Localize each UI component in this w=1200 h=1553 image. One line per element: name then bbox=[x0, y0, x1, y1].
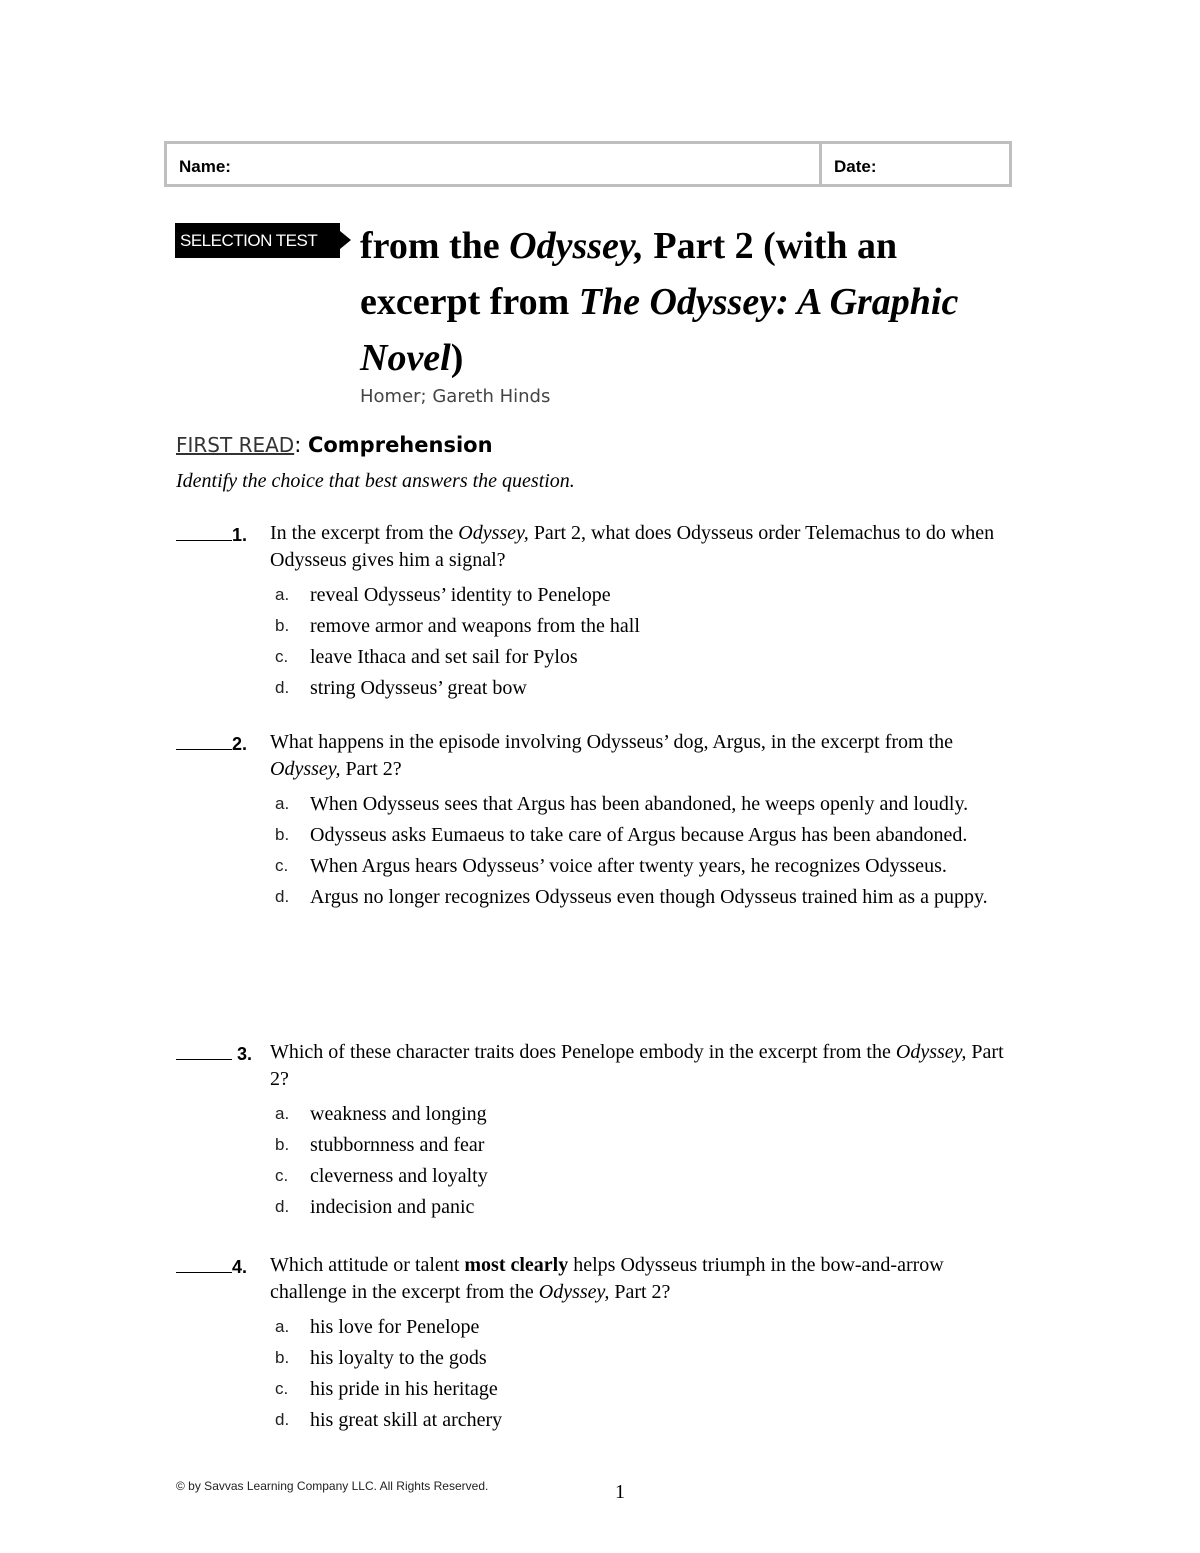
option-a[interactable] bbox=[275, 791, 1016, 817]
question-number-text: 2. bbox=[232, 734, 248, 754]
question-text bbox=[270, 729, 1016, 783]
question-4 bbox=[176, 1252, 1016, 1438]
question-2 bbox=[176, 729, 1016, 915]
option-text: indecision and panic bbox=[310, 1196, 475, 1218]
question-text-a: helps Odysseus triumph in the bow-and-arrow challenge in the excerpt from the bbox=[270, 1254, 944, 1303]
question-3 bbox=[176, 1039, 1016, 1225]
option-text: Odysseus asks Eumaeus to take care of Argus because Argus has been abandoned. bbox=[310, 824, 968, 846]
option-letter: b. bbox=[275, 616, 290, 635]
option-b[interactable] bbox=[275, 1132, 1016, 1158]
question-text-italic: Odyssey, bbox=[538, 1281, 610, 1303]
option-letter: b. bbox=[275, 1135, 290, 1154]
option-letter: d. bbox=[275, 887, 290, 906]
question-text-b: Part 2? bbox=[609, 1281, 671, 1303]
name-date-box bbox=[164, 141, 1012, 187]
option-letter: a. bbox=[275, 794, 290, 813]
badge-arrow-icon bbox=[340, 231, 351, 249]
date-label: Date: bbox=[834, 157, 877, 176]
first-read-label: FIRST READ bbox=[176, 433, 295, 457]
comprehension-label: Comprehension bbox=[307, 433, 493, 457]
option-b[interactable] bbox=[275, 822, 1016, 848]
option-letter: d. bbox=[275, 1197, 290, 1216]
question-text-bold: most clearly bbox=[464, 1254, 569, 1276]
question-text bbox=[270, 1252, 1016, 1306]
question-text-a: In the excerpt from the bbox=[270, 522, 459, 544]
answer-options bbox=[275, 1101, 1016, 1220]
question-number-text: 4. bbox=[232, 1257, 248, 1277]
name-label: Name: bbox=[179, 157, 231, 176]
option-text: string Odysseus’ great bow bbox=[310, 677, 527, 699]
question-number-text: 1. bbox=[232, 525, 248, 545]
option-letter: a. bbox=[275, 585, 290, 604]
option-c[interactable] bbox=[275, 644, 1016, 670]
author-line: Homer; Gareth Hinds bbox=[360, 386, 551, 407]
title-italic2: The Odyssey: A Graphic Novel bbox=[360, 281, 959, 379]
option-text: his great skill at archery bbox=[310, 1409, 503, 1431]
selection-test-badge bbox=[175, 223, 340, 258]
option-letter: c. bbox=[275, 647, 289, 666]
question-text-b: Part 2? bbox=[270, 1041, 1004, 1090]
option-letter: b. bbox=[275, 1348, 290, 1367]
option-text: his love for Penelope bbox=[310, 1316, 480, 1338]
title-italic1: Odyssey, bbox=[509, 225, 644, 267]
date-field[interactable] bbox=[822, 144, 1009, 184]
title-part3: ) bbox=[450, 337, 464, 379]
option-d[interactable] bbox=[275, 884, 1016, 910]
title-part2: Part 2 (with an excerpt from bbox=[360, 225, 898, 323]
page-title bbox=[360, 218, 1000, 386]
option-letter: d. bbox=[275, 678, 290, 697]
option-c[interactable] bbox=[275, 1376, 1016, 1402]
option-d[interactable] bbox=[275, 1194, 1016, 1220]
section-heading bbox=[176, 433, 493, 457]
answer-options bbox=[275, 791, 1016, 910]
question-1 bbox=[176, 520, 1016, 706]
option-a[interactable] bbox=[275, 1101, 1016, 1127]
option-d[interactable] bbox=[275, 1407, 1016, 1433]
copyright-footer: © by Savvas Learning Company LLC. All Rights Reserved. bbox=[176, 1479, 489, 1493]
option-text: Argus no longer recognizes Odysseus even though Odysseus trained him as a puppy. bbox=[310, 886, 988, 908]
option-c[interactable] bbox=[275, 1163, 1016, 1189]
badge-label: SELECTION TEST bbox=[180, 230, 318, 250]
option-letter: d. bbox=[275, 1410, 290, 1429]
option-letter: c. bbox=[275, 1166, 289, 1185]
question-text-italic: Odyssey, bbox=[270, 758, 341, 780]
option-b[interactable] bbox=[275, 1345, 1016, 1371]
option-text: his pride in his heritage bbox=[310, 1378, 498, 1400]
option-text: When Odysseus sees that Argus has been abandoned, he weeps openly and loudly. bbox=[310, 793, 969, 815]
question-text-a: What happens in the episode involving Odysseus’ dog, Argus, in the excerpt from the bbox=[270, 731, 954, 753]
option-a[interactable] bbox=[275, 582, 1016, 608]
name-field[interactable] bbox=[167, 144, 822, 184]
option-text: stubbornness and fear bbox=[310, 1134, 485, 1156]
question-text bbox=[270, 1039, 1016, 1093]
answer-blank[interactable] bbox=[176, 731, 232, 750]
option-text: reveal Odysseus’ identity to Penelope bbox=[310, 584, 611, 606]
option-text: leave Ithaca and set sail for Pylos bbox=[310, 646, 578, 668]
answer-blank[interactable] bbox=[176, 1041, 232, 1060]
question-number bbox=[176, 520, 270, 574]
answer-options bbox=[275, 1314, 1016, 1433]
question-number bbox=[176, 1252, 270, 1306]
option-letter: c. bbox=[275, 856, 289, 875]
option-b[interactable] bbox=[275, 613, 1016, 639]
question-text bbox=[270, 520, 1016, 574]
option-letter: a. bbox=[275, 1317, 290, 1336]
option-text: When Argus hears Odysseus’ voice after twenty years, he recognizes Odysseus. bbox=[310, 855, 947, 877]
question-text-italic: Odyssey, bbox=[458, 522, 529, 544]
answer-blank[interactable] bbox=[176, 522, 232, 541]
question-number bbox=[176, 1039, 270, 1093]
question-text-a: Which of these character traits does Penelope embody in the excerpt from the bbox=[270, 1041, 896, 1063]
title-part1: from the bbox=[360, 225, 510, 267]
answer-blank[interactable] bbox=[176, 1254, 232, 1273]
question-number bbox=[176, 729, 270, 783]
question-text-pre: Which attitude or talent bbox=[270, 1254, 465, 1276]
option-letter: b. bbox=[275, 825, 290, 844]
option-text: weakness and longing bbox=[310, 1103, 487, 1125]
option-c[interactable] bbox=[275, 853, 1016, 879]
section-colon: : bbox=[294, 433, 308, 457]
instructions: Identify the choice that best answers the question. bbox=[176, 470, 575, 492]
page-number: 1 bbox=[615, 1481, 625, 1503]
option-a[interactable] bbox=[275, 1314, 1016, 1340]
answer-options bbox=[275, 582, 1016, 701]
option-text: remove armor and weapons from the hall bbox=[310, 615, 640, 637]
option-text: his loyalty to the gods bbox=[310, 1347, 487, 1369]
option-letter: a. bbox=[275, 1104, 290, 1123]
question-number-text: 3. bbox=[237, 1044, 253, 1064]
option-d[interactable] bbox=[275, 675, 1016, 701]
option-letter: c. bbox=[275, 1379, 289, 1398]
question-text-b: Part 2, what does Odysseus order Telemachus to do when Odysseus gives him a signal? bbox=[270, 522, 995, 571]
question-text-italic: Odyssey, bbox=[895, 1041, 967, 1063]
option-text: cleverness and loyalty bbox=[310, 1165, 488, 1187]
question-text-b: Part 2? bbox=[340, 758, 402, 780]
